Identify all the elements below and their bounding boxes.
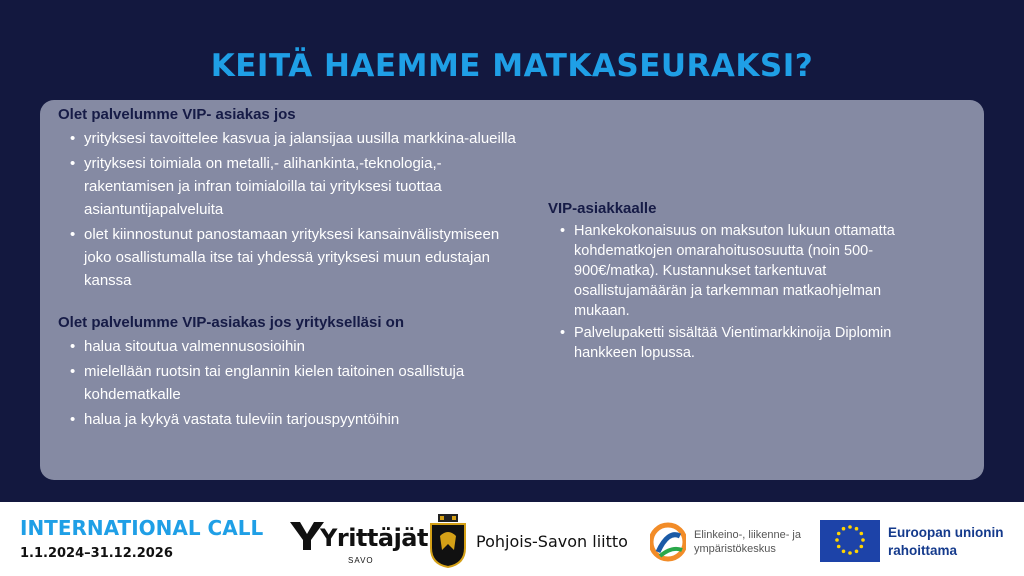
right-column	[548, 200, 928, 365]
list-item: • Palvelupaketti sisältää Vientimarkkinoija Diplomin hankkeen lopussa.	[574, 323, 928, 363]
yrittajat-region: SAVO	[348, 556, 374, 565]
ely-name: Elinkeino-, liikenne- ja ympäristökeskus	[694, 529, 801, 555]
slide-title: KEITÄ HAEMME MATKASEURAKSI?	[210, 48, 814, 84]
vip-list	[548, 221, 928, 363]
pohjois-savo-logo	[428, 514, 638, 570]
program-title: INTERNATIONAL CALL	[20, 516, 264, 540]
section1-heading: Olet palvelumme VIP- asiakas jos	[58, 106, 296, 123]
yrittajat-logo	[290, 516, 428, 568]
list-item: • halua sitoutua valmennusosioihin	[84, 335, 528, 358]
section2-heading: Olet palvelumme VIP-asiakas jos yritykselläsi on	[58, 314, 405, 331]
yrittajat-name: Yrittäjät	[320, 524, 428, 552]
yrittajat-icon	[290, 520, 324, 552]
list-item: • mielellään ruotsin tai englannin kielen taitoinen osallistuja kohdematkalle	[84, 360, 528, 406]
eu-logo	[820, 520, 1020, 564]
coat-of-arms-icon	[428, 514, 468, 568]
footer	[0, 502, 1024, 576]
list-item: • olet kiinnostunut panostamaan yrityksesi kansainvälistymiseen joko osallistumalla itse tai yhdessä yrityksesi muun edustajan kanssa	[84, 223, 528, 292]
vip-heading: VIP-asiakkaalle	[548, 200, 657, 217]
section1-list	[58, 127, 528, 292]
list-item: • halua ja kykyä vastata tuleviin tarjouspyyntöihin	[84, 408, 528, 431]
program-dates: 1.1.2024–31.12.2026	[20, 546, 173, 561]
ely-logo	[650, 522, 810, 566]
left-column	[58, 106, 528, 433]
eu-name: Euroopan unionin rahoittama	[888, 525, 1004, 558]
list-item: • Hankekokonaisuus on maksuton lukuun ottamatta kohdematkojen omarahoitusosuutta (noin 500-900€/matka). Kustannukset tarkentuvat osallistujamäärän ja tarkemman matkaohjelman mukaan.	[574, 221, 928, 321]
eu-flag-icon	[820, 520, 880, 562]
list-item: • yrityksesi tavoittelee kasvua ja jalansijaa uusilla markkina-alueilla	[84, 127, 528, 150]
list-item: • yrityksesi toimiala on metalli,- alihankinta,-teknologia,- rakentamisen ja infran toimialoilla tai yrityksesi tuottaa asiantuntijapalveluita	[84, 152, 528, 221]
content-panel	[40, 100, 984, 480]
ely-icon	[650, 522, 686, 562]
pohjois-savo-name: Pohjois-Savon liitto	[476, 532, 628, 551]
section2-list	[58, 335, 528, 431]
